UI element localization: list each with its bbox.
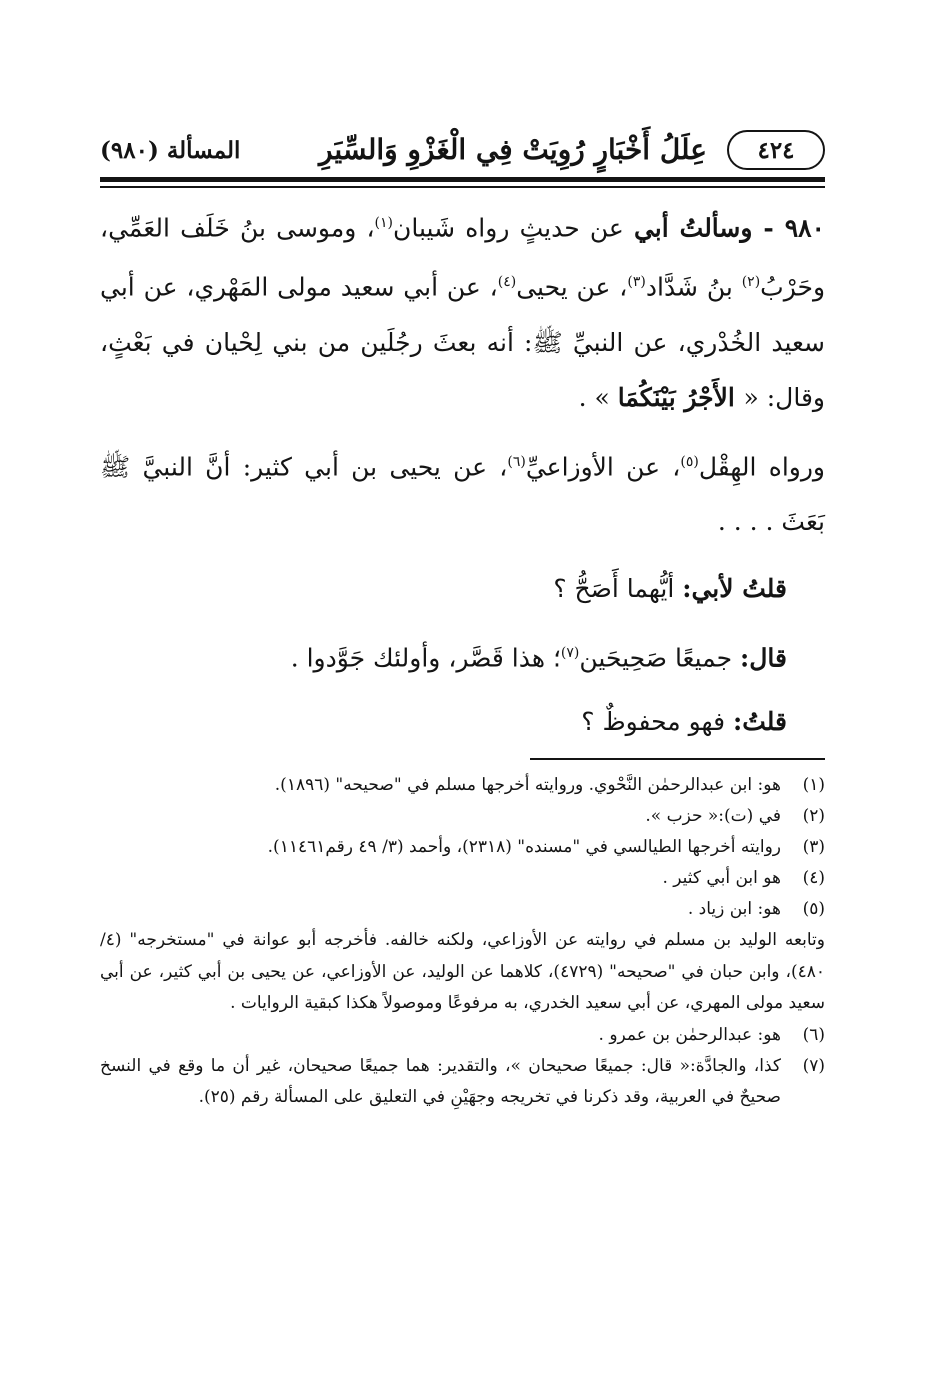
footnote-text: روايته أخرجها الطيالسي في "مسنده" (٢٣١٨)، وأحمد (٣/ ٤٩ رقم١١٤٦١). bbox=[267, 837, 781, 857]
text-span: بنُ شَدَّاد bbox=[645, 272, 742, 302]
hadith-text: الأَجْرُ بَيْنَكُمَا bbox=[617, 382, 744, 412]
paragraph-alternate-narration bbox=[100, 435, 825, 549]
text-span: ، عن الأوزاعيِّ bbox=[525, 451, 681, 481]
main-text bbox=[100, 196, 825, 754]
text-span: » . bbox=[578, 382, 618, 412]
dialog-lead: قال: bbox=[740, 643, 787, 673]
footnote-number: (٥) bbox=[802, 899, 825, 919]
issue-number-label: المسألة (٩٨٠) bbox=[100, 137, 241, 164]
page-header bbox=[100, 126, 825, 174]
footnote-text: كذا، والجادَّة:« قال: جميعًا صحيحان »، والتقدير: هما جميعًا صحيحان، غير أن ما وقع في النسخ صحيحٌ في العربية، وقد ذكرنا في تخريجه وجهَيْنِ في التعليق على المسألة رقم (٢٥). bbox=[100, 1055, 781, 1107]
footnote-number: (٧) bbox=[802, 1055, 825, 1076]
text-span: ورواه الهِقْل bbox=[698, 451, 825, 481]
text-span: ، عن يحيى bbox=[516, 272, 628, 302]
dialog-text: ؛ هذا قَصَّر، وأولئك جَوَّدوا . bbox=[290, 643, 561, 673]
page-number-badge bbox=[727, 130, 825, 170]
footnote-number: (٦) bbox=[802, 1024, 825, 1045]
dialog-answer-1 bbox=[100, 621, 825, 690]
footnote-ref-3: (٣) bbox=[627, 274, 646, 291]
dialog-lead: قلتُ لأبي: bbox=[682, 573, 787, 603]
footnote-text: هو: ابن عبدالرحمٰن النَّحْوي. وروايته أخرجها مسلم في "صحيحه" (١٨٩٦). bbox=[274, 775, 781, 795]
footnote-6 bbox=[100, 1020, 825, 1051]
footnote-text: هو: ابن زياد . bbox=[687, 899, 781, 919]
footnote-5-continuation: وتابعه الوليد بن مسلم في روايته عن الأوزاعي، ولكنه خالفه. فأخرجه أبو عوانة في "مستخرجه" (٤/ ٤٨٠)، وابن حبان في "صحيحه" (٤٧٢٩)، كلاهما عن الوليد، عن الأوزاعي، عن يحيى بن أبي كثير، عن أبي سعيد مولى المهري، عن أبي سعيد الخدري، به مرفوعًا وموصولاً هكذا كبقية الروايات . bbox=[100, 930, 826, 1013]
footnote-ref-5: (٥) bbox=[680, 453, 699, 470]
footnote-ref-1: (١) bbox=[374, 215, 394, 231]
footnote-text: هو: عبدالرحمٰن بن عمرو . bbox=[598, 1024, 781, 1045]
text-span: ، وموسى بنُ خَلَف العَمِّي، وحَرْبُ bbox=[100, 213, 826, 302]
footnotes bbox=[100, 770, 825, 1113]
page-number: ٤٢٤ bbox=[757, 136, 795, 164]
question-lead: ٩٨٠ - وسألتُ أبي bbox=[633, 213, 825, 243]
footnote-ref-4: (٤) bbox=[497, 274, 517, 291]
paragraph-question bbox=[100, 196, 825, 425]
footnote-4 bbox=[100, 863, 825, 894]
text-span: عن حديثٍ رواه شَيبان bbox=[393, 213, 634, 243]
header-rule-thick bbox=[100, 177, 825, 182]
footnote-number: (٤) bbox=[802, 868, 825, 888]
footnote-text: هو ابن أبي كثير . bbox=[662, 868, 781, 888]
footnote-ref-6: (٦) bbox=[507, 453, 526, 470]
footnote-ref-7: (٧) bbox=[560, 644, 580, 661]
footnote-ref-2: (٢) bbox=[741, 274, 761, 291]
text-span: ، عن يحيى بن أبي كثير: أنَّ النبيَّ ﷺ بَعَثَ . . . . bbox=[100, 451, 825, 536]
footnote-text: في (ت):« حزب ». bbox=[645, 806, 781, 826]
footnote-5 bbox=[100, 894, 825, 925]
dialog-lead: قلتُ: bbox=[732, 707, 787, 737]
text-span: ، عن أبي سعيد مولى المَهْري، عن أبي سعيد الخُدْري، عن النبيِّ ﷺ: أنه بعثَ رجُلَين من بني لِحْيان في بَعْثٍ، وقال: « bbox=[100, 272, 825, 412]
dialog-text: فهو محفوظٌ ؟ bbox=[581, 707, 733, 737]
running-title: عِلَلُ أَخْبَارٍ رُوِيَتْ فِي الْغَزْوِ وَالسِّيَرِ bbox=[318, 133, 707, 166]
footnote-7 bbox=[100, 1051, 825, 1113]
dialog-text: جميعًا صَحِيحَين bbox=[579, 643, 741, 673]
footnote-3 bbox=[100, 832, 825, 863]
dialog-question-2 bbox=[100, 690, 825, 754]
footnote-number: (٣) bbox=[802, 837, 825, 857]
footnote-number: (١) bbox=[802, 775, 825, 795]
header-rule-thin bbox=[100, 186, 825, 188]
footnote-2 bbox=[100, 801, 825, 832]
dialog-text: أيُّهما أَصَحُّ ؟ bbox=[553, 573, 683, 603]
dialog-question-1 bbox=[100, 557, 825, 621]
footnote-1 bbox=[100, 770, 825, 801]
footnote-number: (٢) bbox=[802, 806, 825, 826]
footnote-separator bbox=[530, 758, 825, 760]
